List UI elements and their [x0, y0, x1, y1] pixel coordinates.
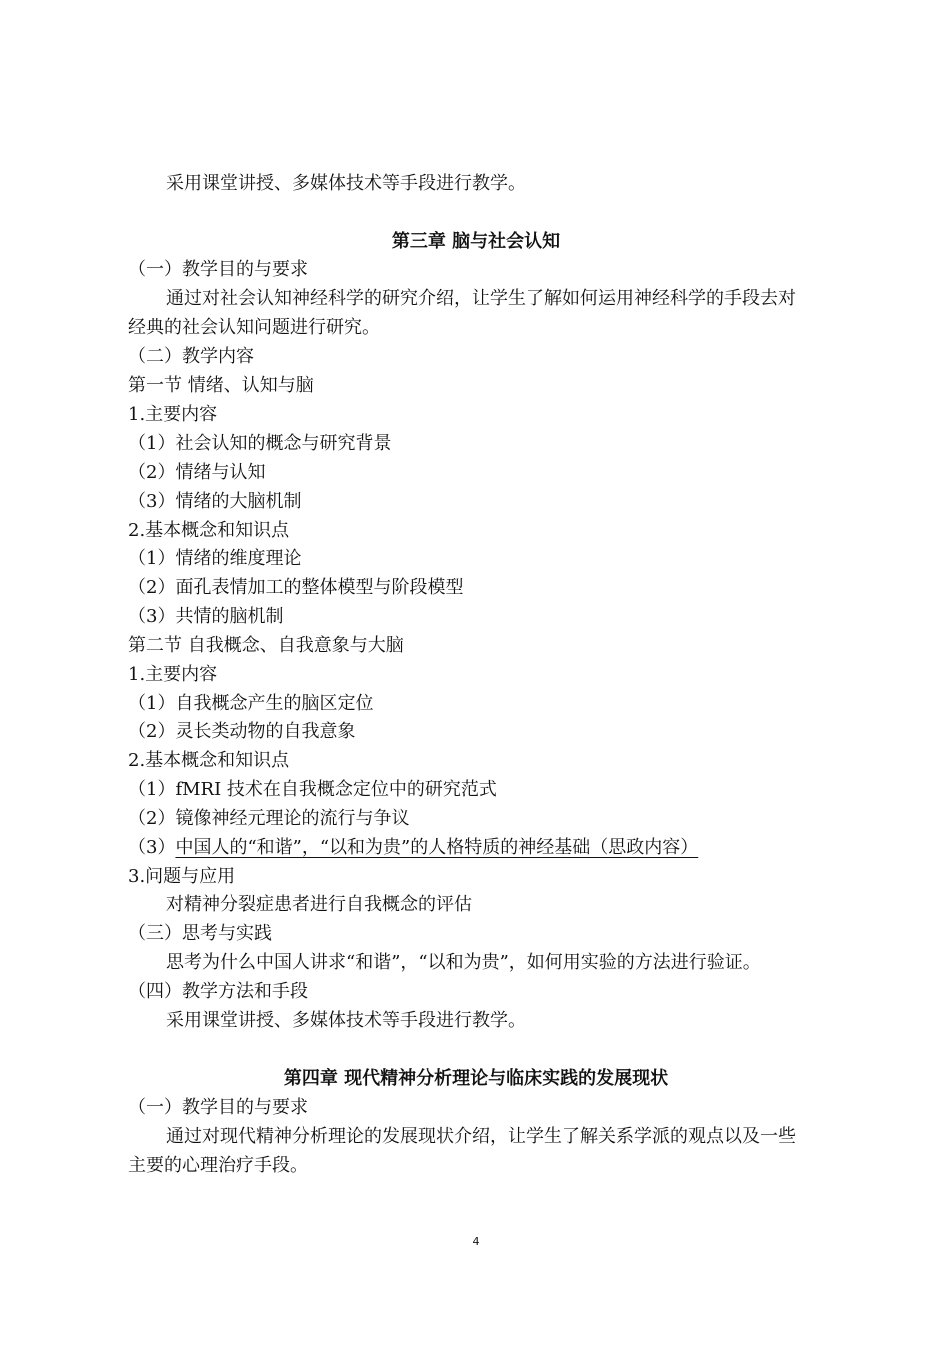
list-item-ideology — [128, 837, 698, 859]
part-1-title: 第一节 情绪、认知与脑 — [128, 375, 314, 396]
ch4-section-1-title: （一）教学目的与要求 — [128, 1097, 308, 1118]
ch3-section-4-text: 采用课堂讲授、多媒体技术等手段进行教学。 — [166, 1010, 526, 1031]
part-1-concepts-heading: 2.基本概念和知识点 — [128, 520, 290, 541]
ch3-section-1-paragraph-line-2: 经典的社会认知问题进行研究。 — [128, 317, 380, 338]
part-1-main-heading: 1.主要内容 — [128, 404, 218, 425]
list-item: （3）共情的脑机制 — [128, 606, 284, 627]
ch3-section-1-paragraph-line-1: 通过对社会认知神经科学的研究介绍，让学生了解如何运用神经科学的手段去对 — [166, 288, 796, 309]
chapter-3-title: 第三章 脑与社会认知 — [391, 231, 561, 252]
ch4-section-1-paragraph-line-1: 通过对现代精神分析理论的发展现状介绍，让学生了解关系学派的观点以及一些 — [166, 1126, 796, 1147]
list-item: （1）自我概念产生的脑区定位 — [128, 693, 374, 714]
part-2-main-heading: 1.主要内容 — [128, 664, 218, 685]
list-item: （2）灵长类动物的自我意象 — [128, 721, 356, 742]
ch3-section-2-title: （二）教学内容 — [128, 346, 254, 367]
page-number: 4 — [472, 1235, 480, 1248]
list-item-prefix: （3） — [128, 837, 176, 858]
part-2-problems-text: 对精神分裂症患者进行自我概念的评估 — [166, 894, 472, 915]
part-2-concepts-heading: 2.基本概念和知识点 — [128, 750, 290, 771]
chapter-4-title: 第四章 现代精神分析理论与临床实践的发展现状 — [283, 1068, 669, 1089]
list-item: （1）情绪的维度理论 — [128, 548, 302, 569]
list-item: （1）fMRI 技术在自我概念定位中的研究范式 — [128, 779, 497, 800]
part-2-title: 第二节 自我概念、自我意象与大脑 — [128, 635, 404, 656]
part-2-problems-heading: 3.问题与应用 — [128, 866, 236, 887]
list-item: （1）社会认知的概念与研究背景 — [128, 433, 392, 454]
list-item: （2）面孔表情加工的整体模型与阶段模型 — [128, 577, 464, 598]
ch3-section-1-title: （一）教学目的与要求 — [128, 259, 308, 280]
ch3-section-3-title: （三）思考与实践 — [128, 923, 272, 944]
teaching-method-text: 采用课堂讲授、多媒体技术等手段进行教学。 — [166, 173, 526, 194]
list-item: （2）镜像神经元理论的流行与争议 — [128, 808, 410, 829]
ch3-section-3-text: 思考为什么中国人讲求“和谐”，“以和为贵”，如何用实验的方法进行验证。 — [166, 952, 761, 973]
list-item: （2）情绪与认知 — [128, 462, 266, 483]
ideology-content-underlined: 中国人的“和谐”，“以和为贵”的人格特质的神经基础（思政内容） — [175, 837, 699, 858]
ch4-section-1-paragraph-line-2: 主要的心理治疗手段。 — [128, 1155, 308, 1176]
list-item: （3）情绪的大脑机制 — [128, 491, 302, 512]
ch3-section-4-title: （四）教学方法和手段 — [128, 981, 308, 1002]
